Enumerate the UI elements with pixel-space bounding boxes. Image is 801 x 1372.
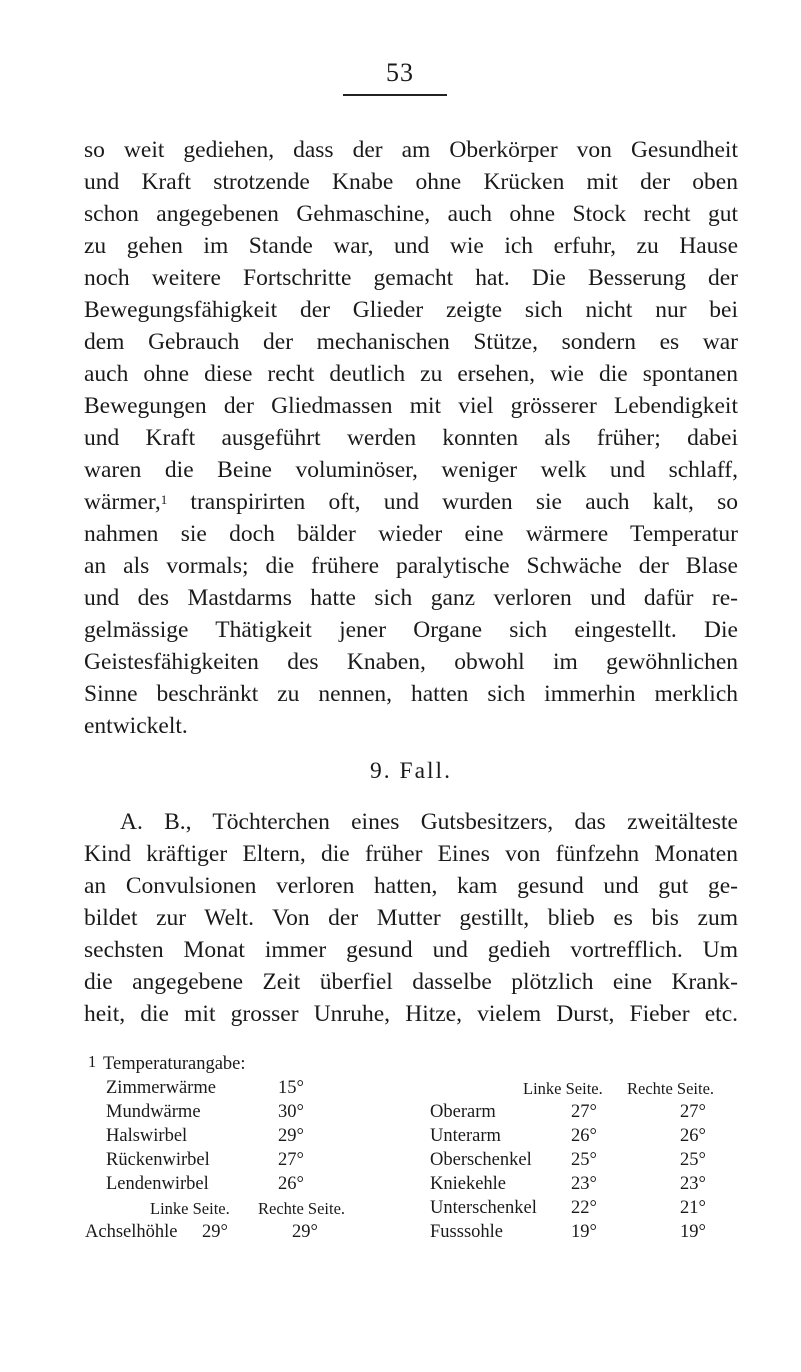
text-line: Sinne beschränkt zu nennen, hatten sich immerhin merklich <box>84 681 738 707</box>
temp-label: Rückenwirbel <box>106 1150 210 1170</box>
column-header: Linke Seite. <box>150 1199 230 1218</box>
text-fragment: wärmer, <box>84 489 161 515</box>
temp-value: 29° <box>202 1222 228 1242</box>
text-line: zu gehen im Stande war, und wie ich erfuhr, zu Hause <box>84 233 738 259</box>
temp-label: Oberarm <box>430 1102 496 1122</box>
section-heading: 9. Fall. <box>370 758 452 784</box>
text-line: bildet zur Welt. Von der Mutter gestillt, blieb es bis zum <box>84 905 738 931</box>
footnote-reference: 1 <box>160 492 168 507</box>
text-line: schon angegebenen Gehmaschine, auch ohne Stock recht gut <box>84 201 738 227</box>
temp-value: 22° <box>571 1198 597 1218</box>
temp-value: 19° <box>680 1222 706 1242</box>
text-line: gelmässige Thätigkeit jener Organe sich eingestellt. Die <box>84 617 738 643</box>
temp-value: 15° <box>278 1078 304 1098</box>
temp-value: 25° <box>571 1150 597 1170</box>
text-line: Bewegungen der Gliedmassen mit viel grösserer Lebendigkeit <box>84 393 738 419</box>
temp-value: 30° <box>278 1102 304 1122</box>
text-line <box>84 486 738 518</box>
text-line: noch weitere Fortschritte gemacht hat. Die Besserung der <box>84 265 738 291</box>
column-header: Rechte Seite. <box>627 1079 715 1098</box>
text-line: auch ohne diese recht deutlich zu ersehen, wie die spontanen <box>84 361 738 387</box>
temp-label: Achselhöhle <box>85 1222 178 1242</box>
text-fragment: transpirirten oft, und wurden sie auch kalt, so <box>167 489 738 515</box>
column-header: Rechte Seite. <box>258 1199 346 1218</box>
text-line: entwickelt. <box>84 713 188 739</box>
footnote-marker: 1 <box>88 1052 97 1071</box>
text-line: A. B., Töchterchen eines Gutsbesitzers, das zweitälteste <box>120 809 738 835</box>
text-line: nahmen sie doch bälder wieder eine wärmere Temperatur <box>84 521 738 547</box>
temp-value: 23° <box>680 1174 706 1194</box>
header-rule <box>343 94 447 96</box>
temp-value: 27° <box>278 1150 304 1170</box>
column-header: Linke Seite. <box>523 1079 603 1098</box>
temp-value: 19° <box>571 1222 597 1242</box>
temp-value: 26° <box>278 1174 304 1194</box>
text-line: dem Gebrauch der mechanischen Stütze, sondern es war <box>84 329 738 355</box>
text-line: Geistesfähigkeiten des Knaben, obwohl im gewöhnlichen <box>84 649 738 675</box>
temp-label: Lendenwirbel <box>106 1174 209 1194</box>
temp-label: Unterschenkel <box>430 1198 537 1218</box>
text-line: und Kraft ausgeführt werden konnten als früher; dabei <box>84 425 738 451</box>
temp-label: Unterarm <box>430 1126 501 1146</box>
text-line: Bewegungsfähigkeit der Glieder zeigte sich nicht nur bei <box>84 297 738 323</box>
temp-value: 27° <box>571 1102 597 1122</box>
temp-value: 26° <box>680 1126 706 1146</box>
temp-label: Oberschenkel <box>430 1150 532 1170</box>
temp-value: 21° <box>680 1198 706 1218</box>
page-number: 53 <box>386 58 414 87</box>
text-line: an Convulsionen verloren hatten, kam gesund und gut ge- <box>84 873 738 899</box>
text-line: so weit gediehen, dass der am Oberkörper von Gesundheit <box>84 137 738 163</box>
text-line: und des Mastdarms hatte sich ganz verloren und dafür re- <box>84 585 738 611</box>
text-line: die angegebene Zeit überfiel dasselbe plötzlich eine Krank- <box>84 969 738 995</box>
text-line: heit, die mit grosser Unruhe, Hitze, vielem Durst, Fieber etc. <box>84 1001 738 1027</box>
temp-value: 29° <box>278 1126 304 1146</box>
text-line: sechsten Monat immer gesund und gedieh vortrefflich. Um <box>84 937 738 963</box>
temp-value: 26° <box>571 1126 597 1146</box>
temp-label: Halswirbel <box>106 1126 188 1146</box>
temp-label: Mundwärme <box>106 1102 201 1122</box>
text-line: an als vormals; die frühere paralytische Schwäche der Blase <box>84 553 738 579</box>
temp-label: Fusssohle <box>430 1222 503 1242</box>
text-line: Kind kräftiger Eltern, die früher Eines von fünfzehn Monaten <box>84 841 738 867</box>
text-line: waren die Beine voluminöser, weniger welk und schlaff, <box>84 457 738 483</box>
footnote-title: Temperaturangabe: <box>103 1054 246 1074</box>
temp-value: 23° <box>571 1174 597 1194</box>
temp-label: Kniekehle <box>430 1174 507 1194</box>
text-line: und Kraft strotzende Knabe ohne Krücken mit der oben <box>84 169 738 195</box>
temp-value: 29° <box>292 1222 318 1242</box>
temp-value: 25° <box>680 1150 706 1170</box>
temp-label: Zimmerwärme <box>106 1078 216 1098</box>
temp-value: 27° <box>680 1102 706 1122</box>
